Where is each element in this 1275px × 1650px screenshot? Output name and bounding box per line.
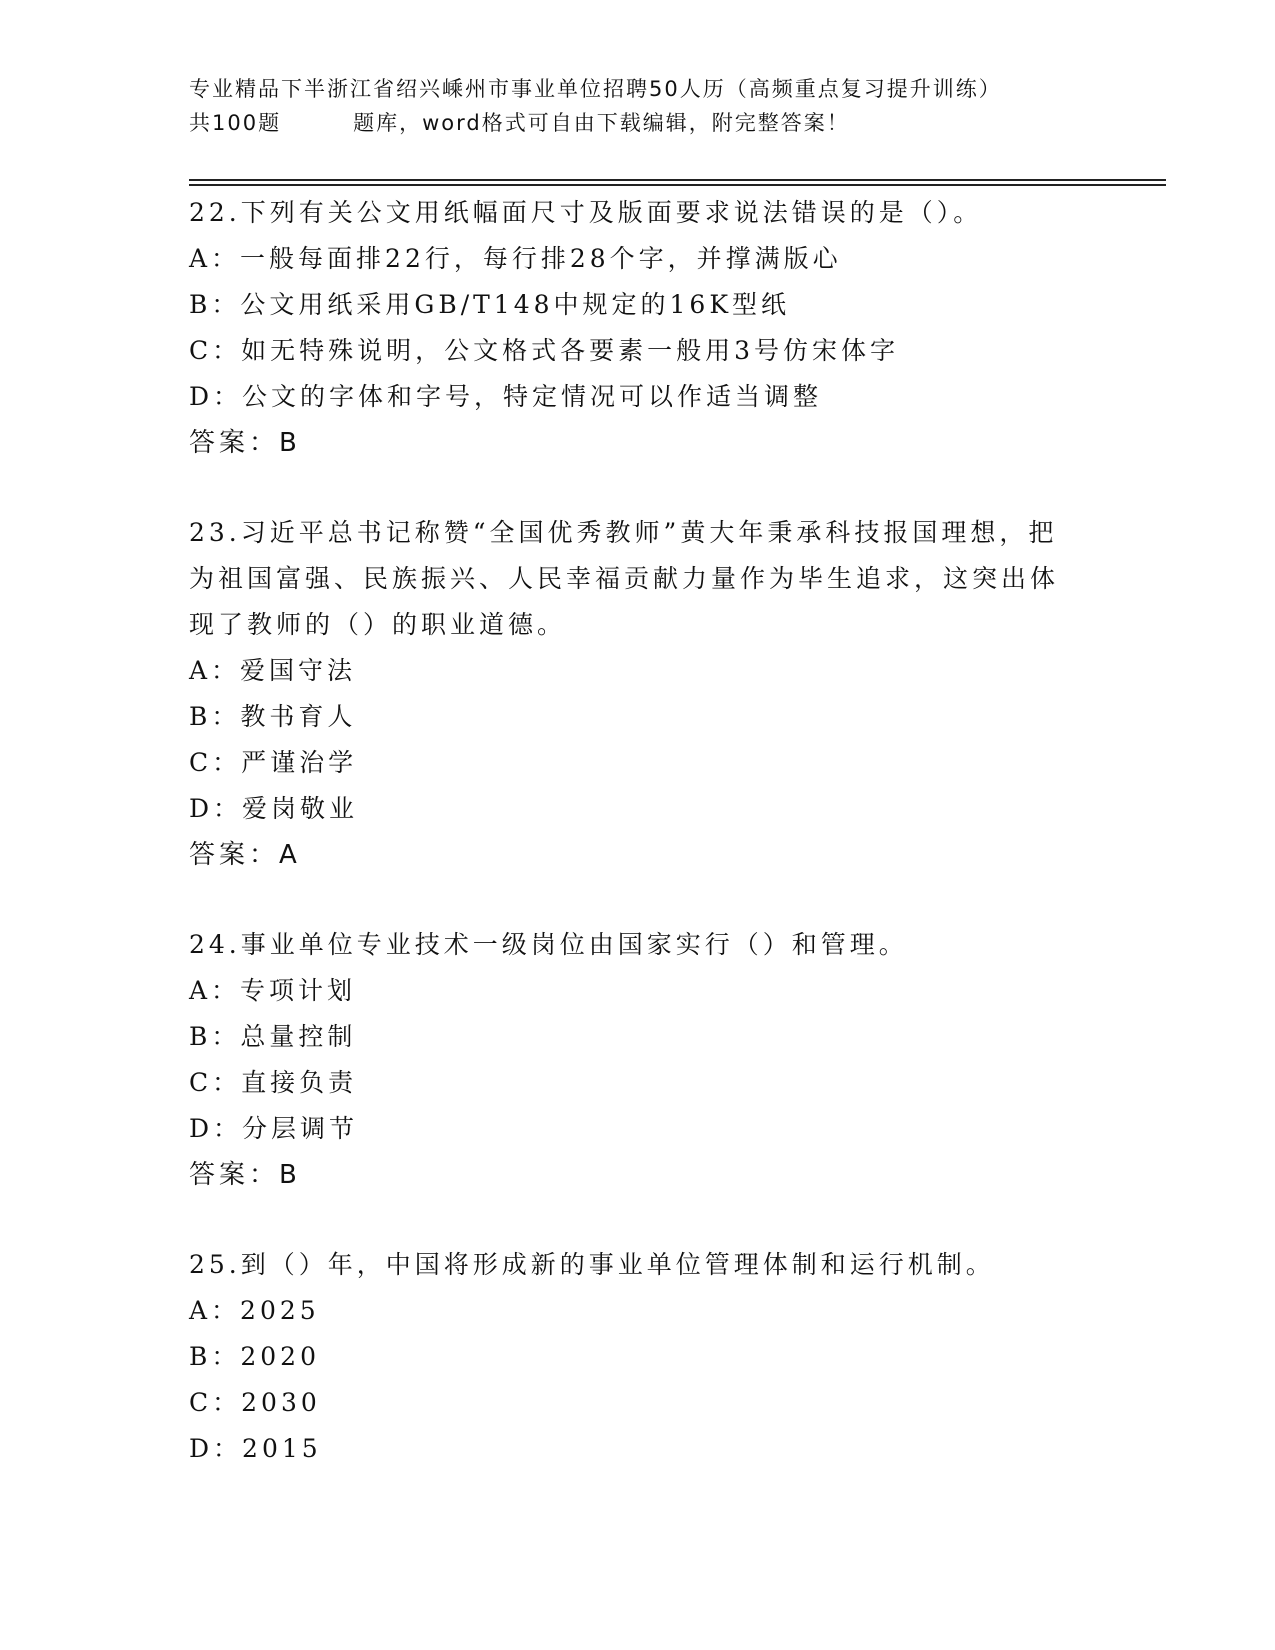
option-d: D：爱岗敬业	[189, 794, 359, 823]
question-stem: 24.事业单位专业技术一级岗位由国家实行（）和管理。	[189, 930, 908, 959]
option-b: B：公文用纸采用GB/T148中规定的16K型纸	[189, 290, 791, 319]
question-24	[189, 922, 1089, 1198]
option-a: A：专项计划	[189, 976, 357, 1005]
answer: 答案：A	[189, 840, 301, 870]
option-a: A：爱国守法	[189, 656, 357, 685]
question-22	[189, 190, 1089, 466]
header-subtitle	[189, 106, 1169, 140]
question-stem: 22.下列有关公文用纸幅面尺寸及版面要求说法错误的是（）。	[189, 198, 983, 227]
option-c: C：严谨治学	[189, 748, 358, 777]
question-stem-line-2: 为祖国富强、民族振兴、人民幸福贡献力量作为毕生追求，这突出体	[189, 564, 1060, 593]
header-divider-bottom	[189, 184, 1166, 186]
option-a: A：2025	[189, 1296, 320, 1325]
document-header	[189, 72, 1169, 140]
answer: 答案：B	[189, 1160, 301, 1190]
question-stem-line-3: 现了教师的（）的职业道德。	[189, 610, 567, 639]
option-d: D：2015	[189, 1434, 322, 1463]
option-d: D：分层调节	[189, 1114, 359, 1143]
option-b: B：教书育人	[189, 702, 357, 731]
answer: 答案：B	[189, 428, 301, 458]
question-25	[189, 1242, 1089, 1472]
question-list	[189, 190, 1089, 1516]
option-b: B：总量控制	[189, 1022, 357, 1051]
question-stem-line-1: 23.习近平总书记称赞“全国优秀教师”黄大年秉承科技报国理想，把	[189, 518, 1058, 547]
question-23	[189, 510, 1089, 878]
header-title: 专业精品下半浙江省绍兴嵊州市事业单位招聘50人历（高频重点复习提升训练）	[189, 77, 1002, 101]
option-c: C：如无特殊说明，公文格式各要素一般用3号仿宋体字	[189, 336, 900, 365]
option-b: B：2020	[189, 1342, 320, 1371]
header-divider-top	[189, 179, 1166, 181]
question-stem: 25.到（）年，中国将形成新的事业单位管理体制和运行机制。	[189, 1250, 995, 1279]
download-note: 题库，word格式可自由下载编辑，附完整答案！	[353, 111, 850, 135]
option-c: C：2030	[189, 1388, 321, 1417]
option-c: C：直接负责	[189, 1068, 358, 1097]
option-a: A：一般每面排22行，每行排28个字，并撑满版心	[189, 244, 842, 273]
option-d: D：公文的字体和字号，特定情况可以作适当调整	[189, 382, 823, 411]
question-count: 共100题	[189, 111, 282, 135]
